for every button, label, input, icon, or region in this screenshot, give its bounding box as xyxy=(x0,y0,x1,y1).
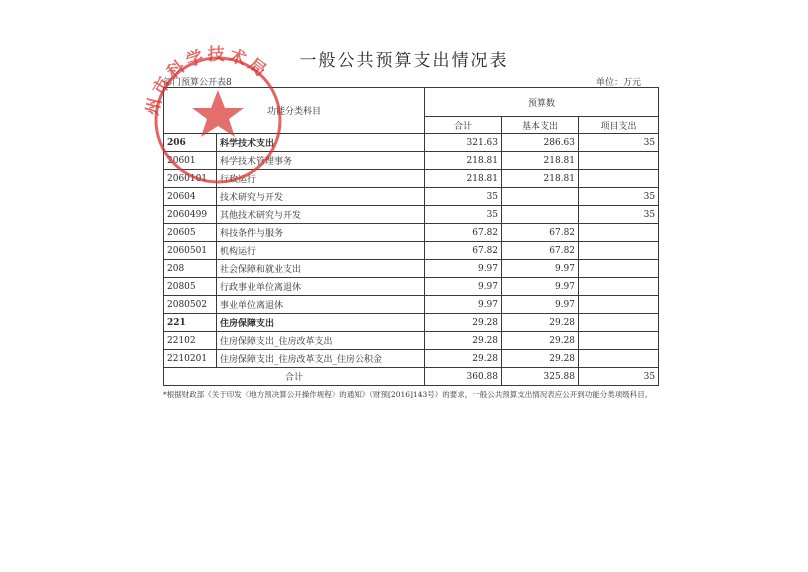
row-project xyxy=(579,296,659,314)
header-basic: 基本支出 xyxy=(502,117,579,134)
row-name: 住房保障支出 xyxy=(217,314,425,332)
row-project: 35 xyxy=(579,134,659,152)
row-total: 321.63 xyxy=(425,134,502,152)
row-project xyxy=(579,314,659,332)
row-name: 机构运行 xyxy=(217,242,425,260)
row-name: 行政运行 xyxy=(217,170,425,188)
row-code: 20604 xyxy=(164,188,217,206)
row-basic: 29.28 xyxy=(502,350,579,368)
summary-basic: 325.88 xyxy=(502,368,579,386)
row-code: 20605 xyxy=(164,224,217,242)
table-row xyxy=(164,242,659,260)
row-code: 20805 xyxy=(164,278,217,296)
header-budget-group: 预算数 xyxy=(425,88,659,117)
row-basic: 286.63 xyxy=(502,134,579,152)
row-code: 2060501 xyxy=(164,242,217,260)
row-name: 其他技术研究与开发 xyxy=(217,206,425,224)
header-function-item: 功能分类科目 xyxy=(164,88,425,134)
table-header-row xyxy=(164,88,659,117)
row-name: 住房保障支出_住房改革支出 xyxy=(217,332,425,350)
row-total: 35 xyxy=(425,188,502,206)
table-row xyxy=(164,134,659,152)
header-total: 合计 xyxy=(425,117,502,134)
header-project: 项目支出 xyxy=(579,117,659,134)
row-total: 29.28 xyxy=(425,350,502,368)
row-code: 20601 xyxy=(164,152,217,170)
row-basic: 9.97 xyxy=(502,278,579,296)
page-title: 一般公共预算支出情况表 xyxy=(299,51,509,71)
table-row xyxy=(164,350,659,368)
row-basic: 218.81 xyxy=(502,170,579,188)
row-basic: 218.81 xyxy=(502,152,579,170)
table-row xyxy=(164,170,659,188)
row-total: 67.82 xyxy=(425,242,502,260)
row-project xyxy=(579,332,659,350)
budget-table xyxy=(163,87,659,386)
row-basic: 9.97 xyxy=(502,260,579,278)
row-name: 住房保障支出_住房改革支出_住房公积金 xyxy=(217,350,425,368)
table-row xyxy=(164,296,659,314)
row-name: 行政事业单位离退休 xyxy=(217,278,425,296)
row-total: 35 xyxy=(425,206,502,224)
table-row xyxy=(164,206,659,224)
row-total: 29.28 xyxy=(425,332,502,350)
row-code: 22102 xyxy=(164,332,217,350)
table-row xyxy=(164,260,659,278)
row-name: 事业单位离退休 xyxy=(217,296,425,314)
row-name: 科学技术管理事务 xyxy=(217,152,425,170)
row-project xyxy=(579,242,659,260)
row-project xyxy=(579,260,659,278)
row-code: 2210201 xyxy=(164,350,217,368)
row-project xyxy=(579,350,659,368)
row-basic xyxy=(502,206,579,224)
table-row xyxy=(164,332,659,350)
summary-project: 35 xyxy=(579,368,659,386)
row-code: 2060101 xyxy=(164,170,217,188)
seal-text: 州市科学技术局 xyxy=(142,44,272,118)
row-basic: 9.97 xyxy=(502,296,579,314)
summary-label: 合计 xyxy=(164,368,425,386)
row-name: 技术研究与开发 xyxy=(217,188,425,206)
table-row xyxy=(164,314,659,332)
row-name: 科技条件与服务 xyxy=(217,224,425,242)
table-row xyxy=(164,152,659,170)
row-name: 科学技术支出 xyxy=(217,134,425,152)
footnote: *根据财政部《关于印发〈地方预决算公开操作规程〉的通知》（财预[2016]143号）的要求，一般公共预算支出情况表应公开到功能分类项级科目。 xyxy=(163,390,653,399)
row-basic: 67.82 xyxy=(502,242,579,260)
row-code: 2060499 xyxy=(164,206,217,224)
row-total: 9.97 xyxy=(425,278,502,296)
row-basic: 67.82 xyxy=(502,224,579,242)
row-project: 35 xyxy=(579,206,659,224)
row-total: 9.97 xyxy=(425,296,502,314)
row-total: 9.97 xyxy=(425,260,502,278)
table-summary-row xyxy=(164,368,659,386)
row-project xyxy=(579,152,659,170)
row-total: 29.28 xyxy=(425,314,502,332)
row-code: 2080502 xyxy=(164,296,217,314)
table-row xyxy=(164,278,659,296)
unit-label: 单位：万元 xyxy=(596,78,642,88)
row-total: 218.81 xyxy=(425,152,502,170)
row-code: 221 xyxy=(164,314,217,332)
row-project xyxy=(579,278,659,296)
table-row xyxy=(164,188,659,206)
row-basic: 29.28 xyxy=(502,332,579,350)
row-project xyxy=(579,170,659,188)
form-code-label: 部门预算公开表8 xyxy=(163,78,232,88)
summary-total: 360.88 xyxy=(425,368,502,386)
row-code: 206 xyxy=(164,134,217,152)
row-total: 67.82 xyxy=(425,224,502,242)
row-project: 35 xyxy=(579,188,659,206)
table-row xyxy=(164,224,659,242)
row-name: 社会保障和就业支出 xyxy=(217,260,425,278)
row-code: 208 xyxy=(164,260,217,278)
row-basic xyxy=(502,188,579,206)
row-total: 218.81 xyxy=(425,170,502,188)
row-project xyxy=(579,224,659,242)
row-basic: 29.28 xyxy=(502,314,579,332)
